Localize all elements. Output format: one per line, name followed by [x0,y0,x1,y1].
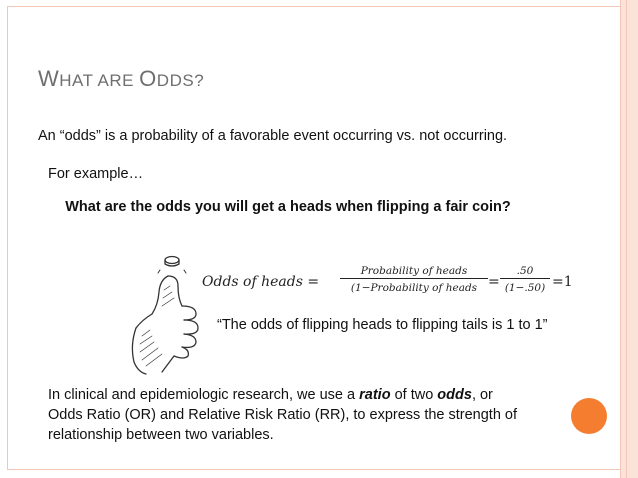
question-text: What are the odds you will get a heads when flipping a fair coin? [65,199,511,215]
fraction-2-numerator: .50 [516,265,534,277]
fraction-2-denominator: (1−.50) [500,278,550,295]
accent-circle [571,398,607,434]
formula-equals: = [488,274,500,290]
quote-text: “The odds of flipping heads to flipping tails is 1 to 1” [217,317,548,333]
title-part: HAT ARE [59,71,140,90]
stripe-line [620,0,621,478]
thumb-coin-illustration [112,250,207,375]
title-part: O [139,66,157,91]
paragraph-text: , or Odds Ratio (OR) and Relative Risk Ratio (RR), to express the strength of relationship between two variables. [48,387,518,443]
formula-fraction-2 [500,264,550,295]
side-stripe [620,0,638,478]
title-part: DDS? [156,71,205,90]
fraction-1-denominator: (1−Probability of heads [340,278,488,295]
paragraph-text: In clinical and epidemiologic research, we use a [48,387,360,403]
formula-result: =1 [552,274,573,290]
intro-text: An “odds” is a probability of a favorable event occurring vs. not occurring. [38,128,508,144]
slide-title [38,66,204,92]
odds-formula [202,264,582,308]
stripe-line [626,0,627,478]
example-text: For example… [48,166,144,182]
title-part: W [38,66,60,91]
paragraph-emphasis: odds [437,387,472,403]
fraction-1-numerator: Probability of heads [360,265,468,277]
formula-lhs: Odds of heads = [202,274,320,290]
explanation-paragraph [48,385,528,445]
formula-fraction-1 [340,264,488,295]
paragraph-emphasis: ratio [359,387,391,403]
paragraph-text: of two [390,387,438,403]
